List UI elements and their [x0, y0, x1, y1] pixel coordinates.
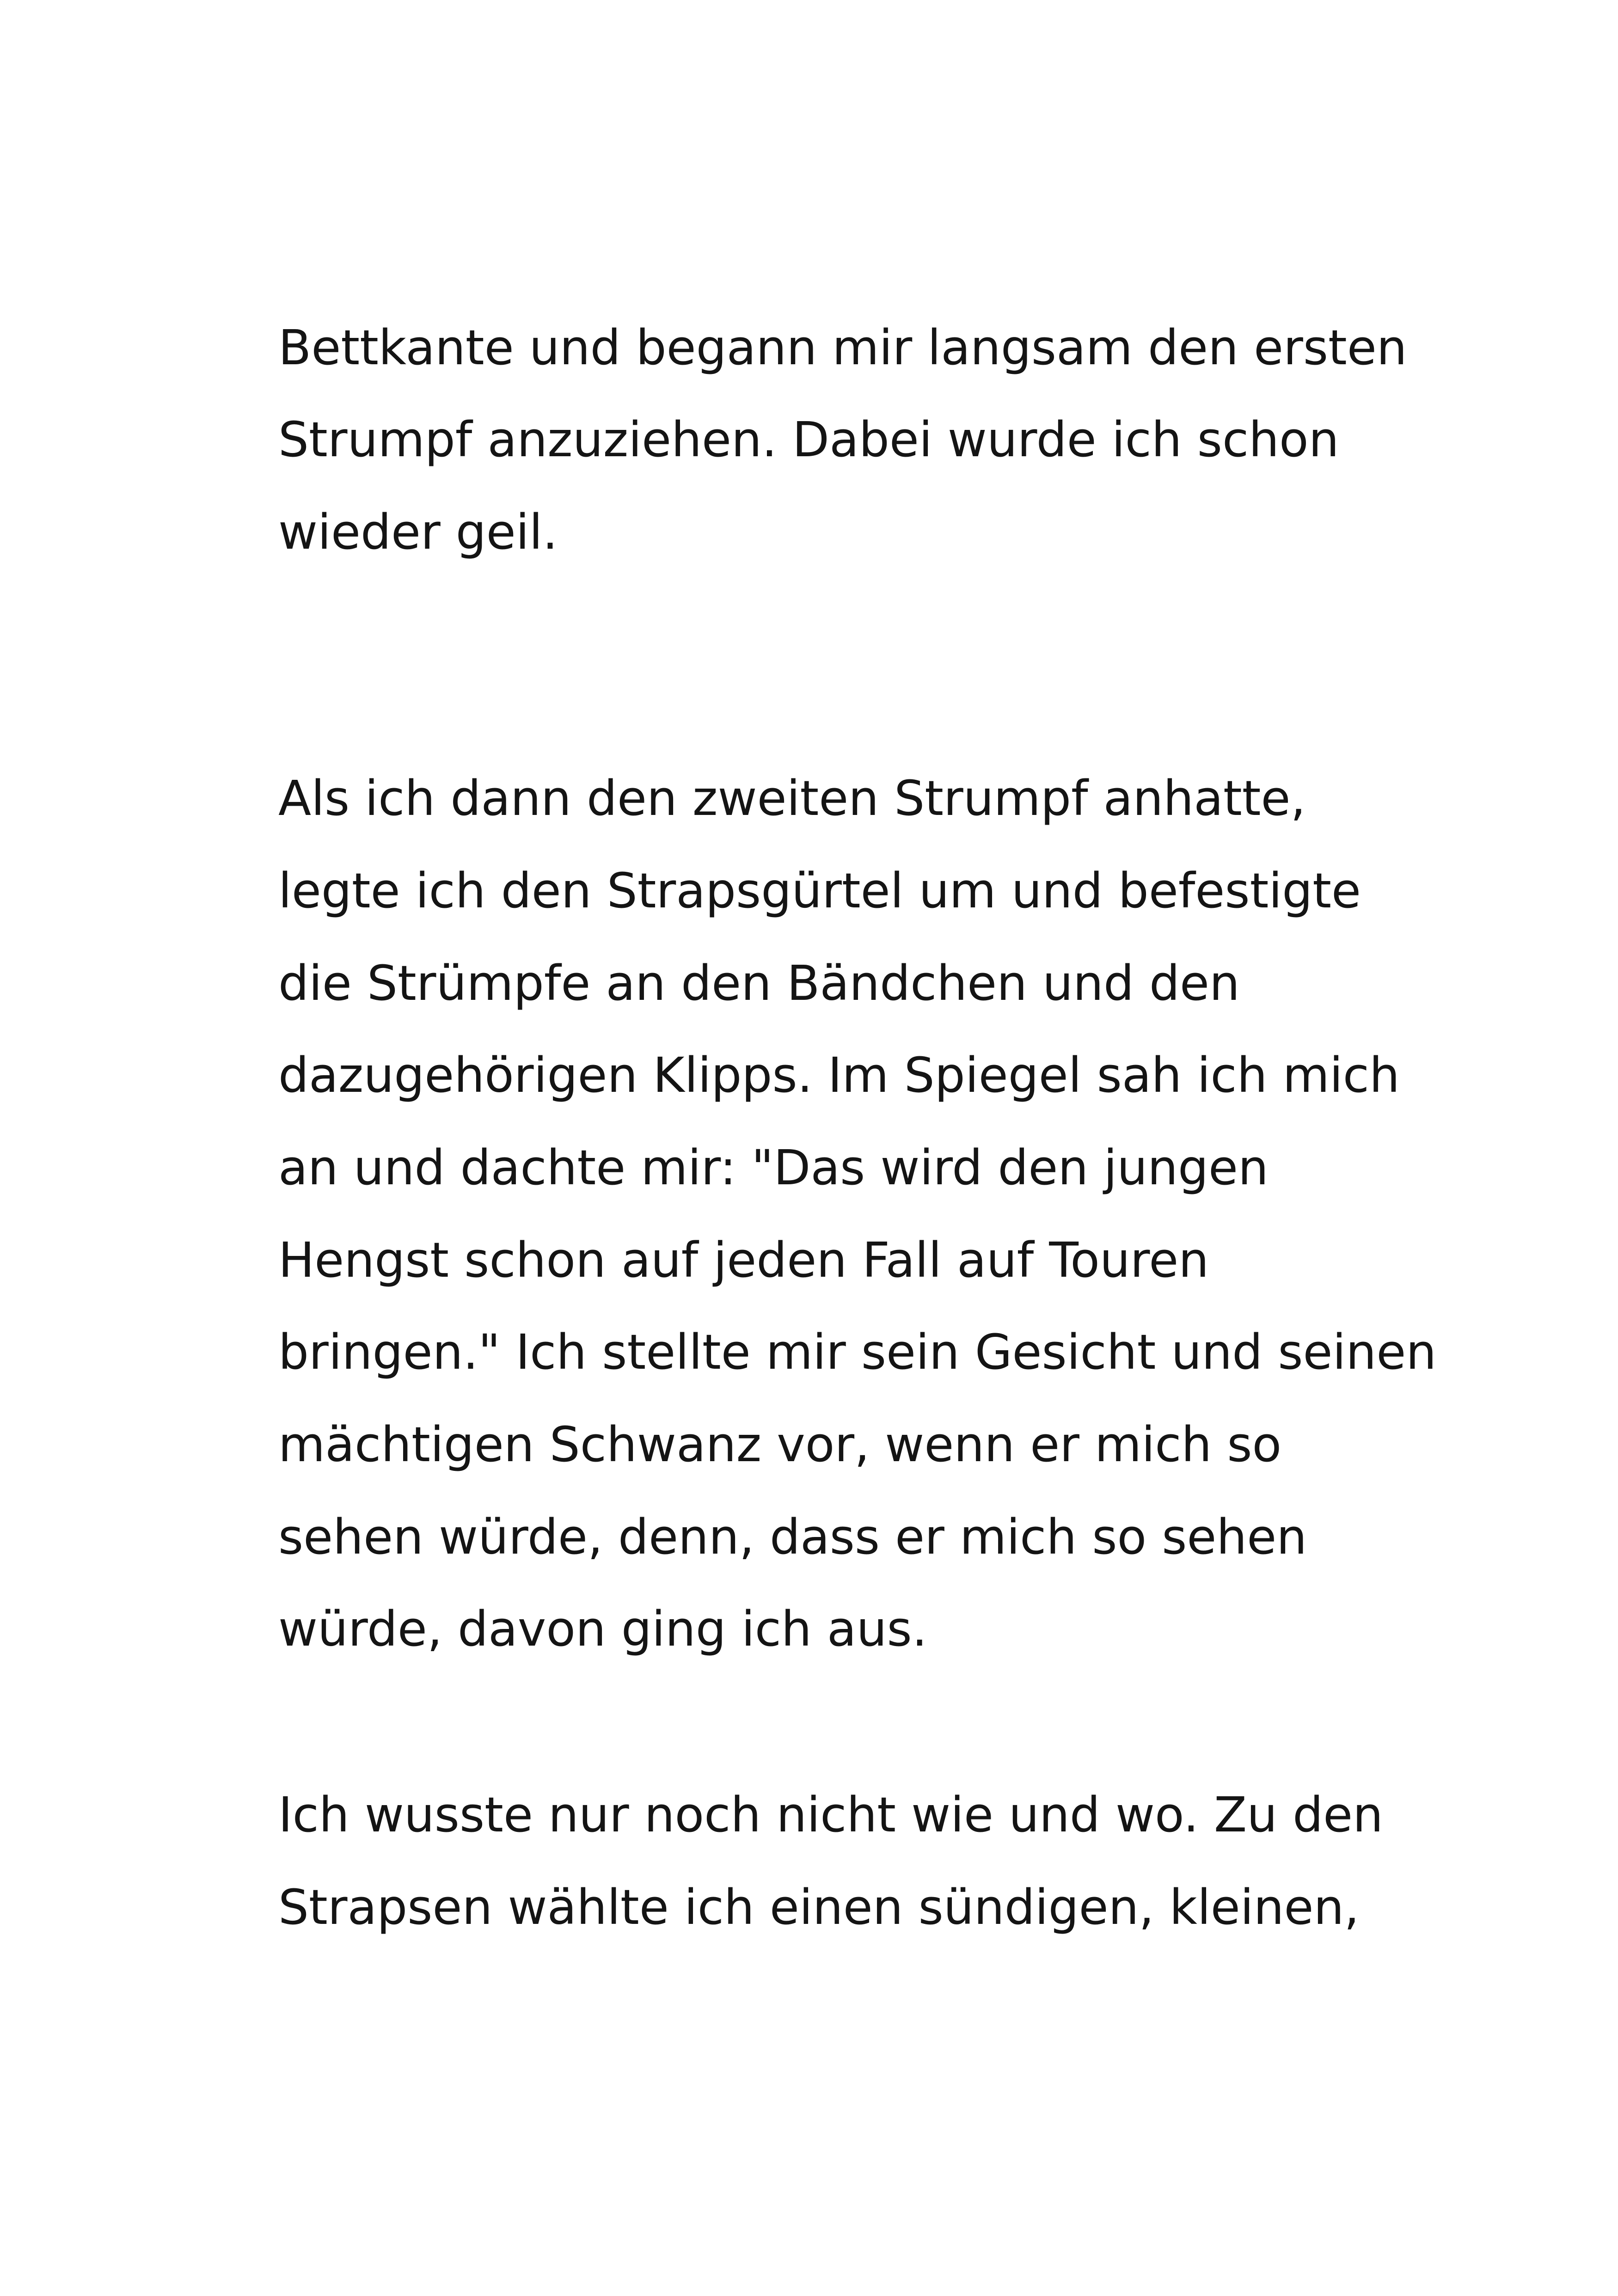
- text-line: Strapsen wählte ich einen sündigen, kleinen,: [278, 1879, 1360, 1935]
- text-line: bringen." Ich stellte mir sein Gesicht und seinen: [278, 1324, 1437, 1380]
- text-line: legte ich den Strapsgürtel um und befestigte: [278, 863, 1361, 919]
- text-line: wieder geil.: [278, 504, 558, 560]
- text-line: Bettkante und begann mir langsam den ersten: [278, 319, 1407, 376]
- text-line: würde, davon ging ich aus.: [278, 1601, 927, 1657]
- text-line: an und dachte mir: "Das wird den jungen: [278, 1139, 1269, 1196]
- text-line: Strumpf anzuziehen. Dabei wurde ich schon: [278, 411, 1339, 468]
- text-line: Hengst schon auf jeden Fall auf Touren: [278, 1232, 1209, 1288]
- text-line: dazugehörigen Klipps. Im Spiegel sah ich mich: [278, 1047, 1400, 1103]
- text-line: die Strümpfe an den Bändchen und den: [278, 955, 1240, 1011]
- text-line: sehen würde, denn, dass er mich so sehen: [278, 1509, 1307, 1565]
- text-line: Als ich dann den zweiten Strumpf anhatte,: [278, 770, 1306, 827]
- text-line: Ich wusste nur noch nicht wie und wo. Zu den: [278, 1787, 1384, 1843]
- text-line: mächtigen Schwanz vor, wenn er mich so: [278, 1416, 1282, 1473]
